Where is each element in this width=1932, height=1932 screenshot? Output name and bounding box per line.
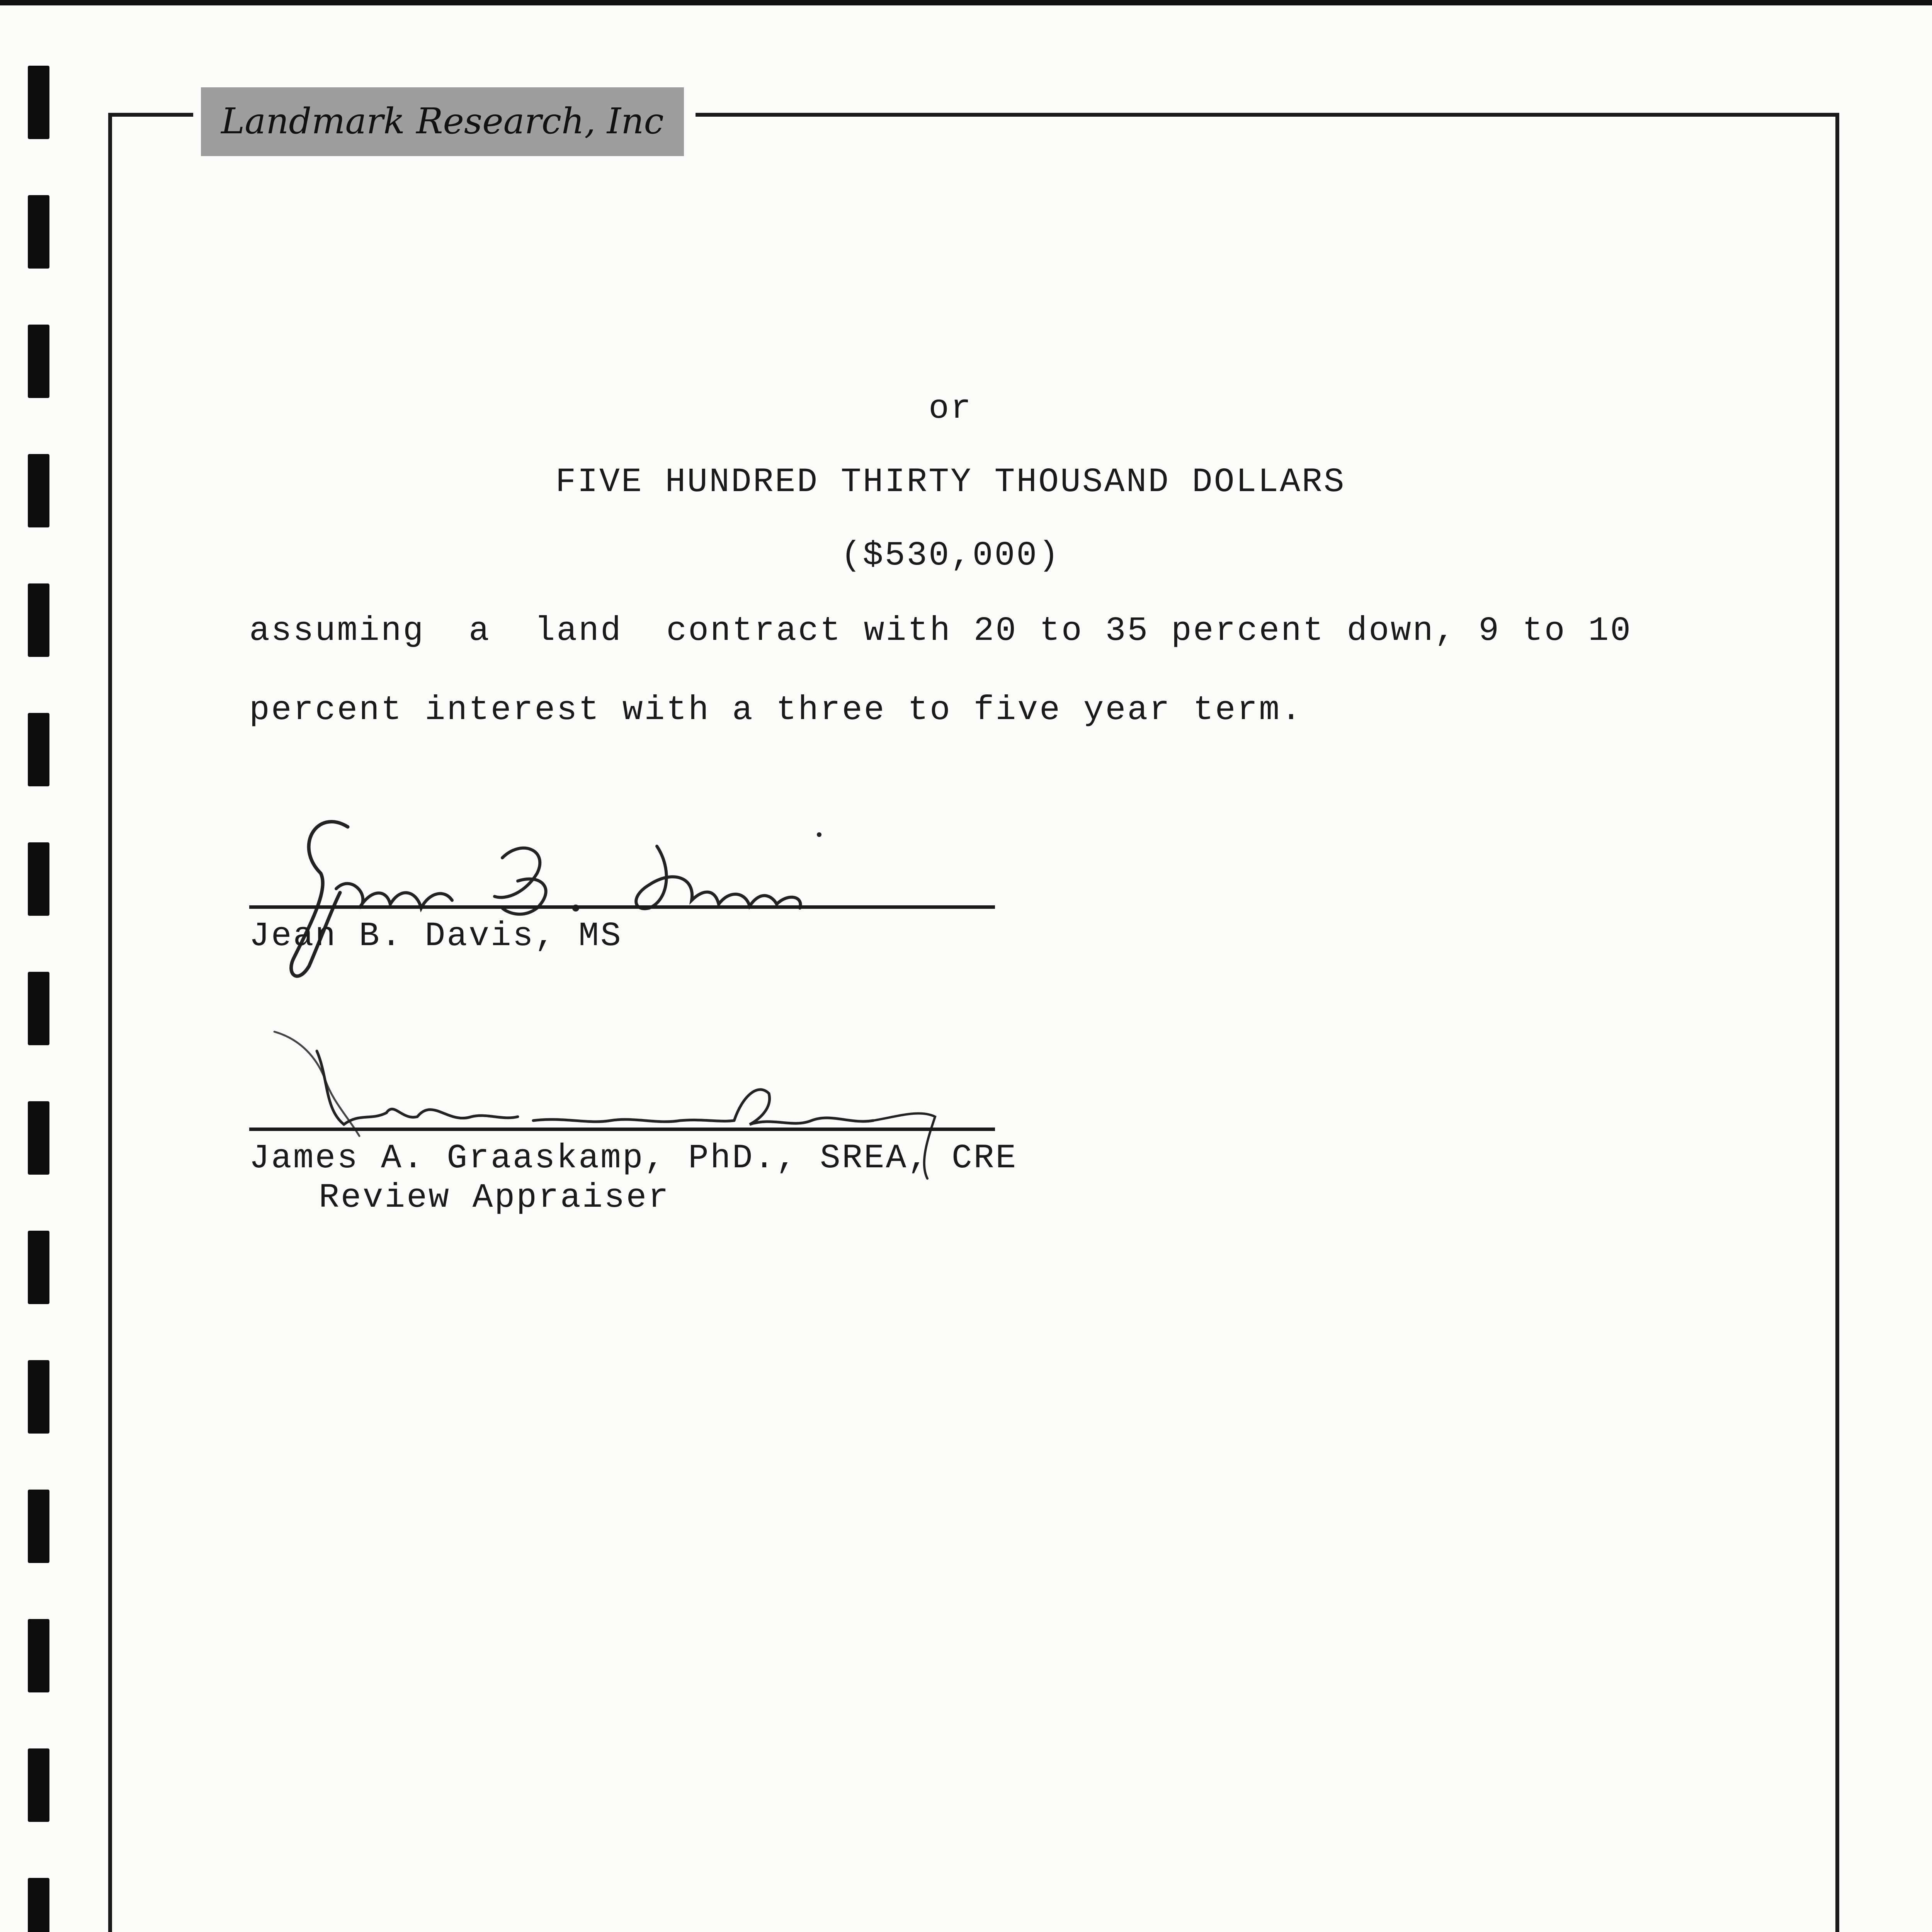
binding-hole	[28, 66, 49, 139]
binding-hole	[28, 195, 49, 269]
company-logo	[220, 95, 665, 149]
signature-line	[249, 1128, 995, 1131]
or-line: or	[929, 390, 973, 428]
binding-hole	[28, 1878, 49, 1932]
binding-hole	[28, 1619, 49, 1692]
binding-hole	[28, 972, 49, 1045]
letterhead-logo	[201, 87, 684, 156]
signature-davis	[270, 792, 850, 993]
scan-top-edge	[0, 0, 1932, 5]
amount-in-words: FIVE HUNDRED THIRTY THOUSAND DOLLARS	[555, 463, 1346, 502]
binding-hole	[28, 1748, 49, 1822]
amount-in-figures: ($530,000)	[840, 537, 1061, 575]
binding-hole	[28, 325, 49, 398]
binding-hole	[28, 1360, 49, 1434]
binding-hole	[28, 1101, 49, 1175]
page-border-frame	[108, 113, 1839, 1932]
signer-title: Review Appraiser	[319, 1179, 670, 1217]
binding-hole	[28, 713, 49, 786]
signature-line	[249, 905, 995, 909]
terms-line-2: percent interest with a three to five year term.	[249, 691, 1303, 730]
signer-name-davis: Jean B. Davis, MS	[249, 917, 622, 956]
binding-hole	[28, 583, 49, 657]
terms-line-1: assuming a land contract with 20 to 35 percent down, 9 to 10	[249, 612, 1632, 650]
binding-hole	[28, 842, 49, 916]
binding-hole	[28, 1231, 49, 1304]
company-name: Landmark Research, Inc	[221, 100, 664, 142]
binding-holes	[28, 66, 49, 1932]
signer-name-graaskamp: James A. Graaskamp, PhD., SREA, CRE	[249, 1139, 1018, 1178]
binding-hole	[28, 1490, 49, 1563]
